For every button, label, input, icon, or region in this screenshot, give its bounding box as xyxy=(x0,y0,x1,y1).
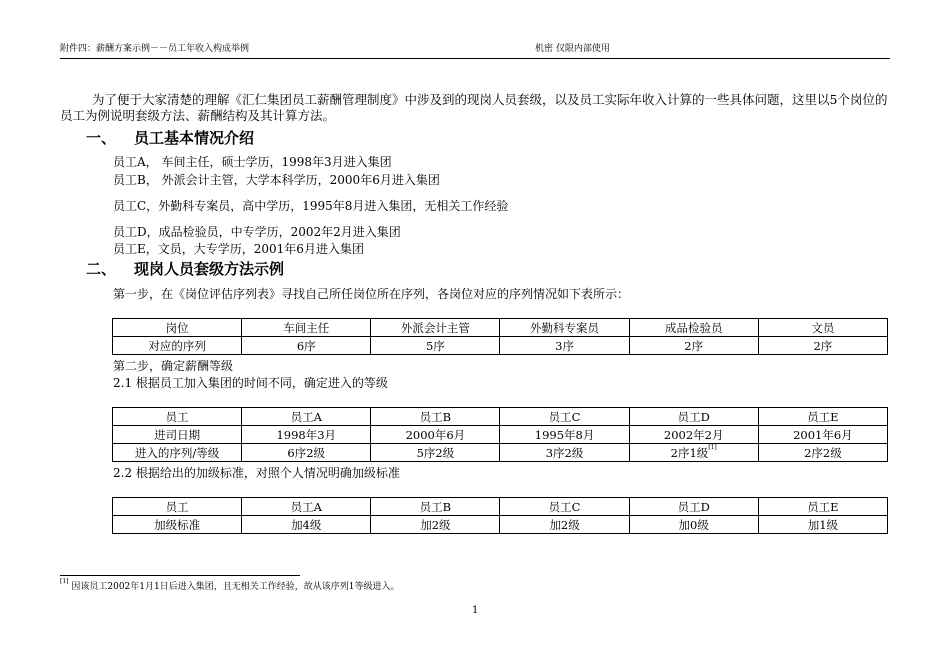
entry-grade-table xyxy=(112,407,888,462)
table-header-cell: 成品检验员 xyxy=(629,319,758,337)
table-cell: 加0级 xyxy=(629,516,758,534)
employee-e xyxy=(113,240,364,257)
table-cell: 2序 xyxy=(629,337,758,355)
employee-e-name: 员工E， xyxy=(113,242,158,256)
table-header-cell: 员工D xyxy=(629,498,758,516)
step2-1-text: 2.1 根据员工加入集团的时间不同，确定进入的等级 xyxy=(113,376,388,390)
table-cell-text: 2序1级 xyxy=(670,445,709,460)
table-cell: 2000年6月 xyxy=(371,426,500,444)
table-cell: 2001年6月 xyxy=(758,426,887,444)
header-left: 附件四：薪酬方案示例－－员工年收入构成举例 xyxy=(60,44,250,54)
table-cell: 2002年2月 xyxy=(629,426,758,444)
table-cell: 进司日期 xyxy=(113,426,242,444)
table-cell: 进入的序列/等级 xyxy=(113,444,242,462)
table-header-cell: 员工A xyxy=(242,408,371,426)
table-header-cell: 文员 xyxy=(758,319,887,337)
table-cell: 对应的序列 xyxy=(113,337,242,355)
step2-text: 第二步，确定薪酬等级 xyxy=(113,359,234,373)
employee-e-desc: 文员，大专学历，2001年6月进入集团 xyxy=(157,242,364,256)
table-cell: 加2级 xyxy=(500,516,629,534)
employee-b-name: 员工B， xyxy=(113,173,158,187)
table-cell: 加1级 xyxy=(758,516,887,534)
table-cell: 6序2级 xyxy=(242,444,371,462)
table-header-cell: 外勤科专案员 xyxy=(500,319,629,337)
table-row xyxy=(113,319,888,337)
footnote-rule xyxy=(60,575,300,576)
table-cell: 5序2级 xyxy=(371,444,500,462)
table-cell: 加4级 xyxy=(242,516,371,534)
table-cell: 1995年8月 xyxy=(500,426,629,444)
table-header-cell: 外派会计主管 xyxy=(371,319,500,337)
table-cell: 3序 xyxy=(500,337,629,355)
table-row xyxy=(113,444,888,462)
table-cell: 6序 xyxy=(242,337,371,355)
table-cell: 2序 xyxy=(758,337,887,355)
employee-d-name: 员工D， xyxy=(113,225,159,239)
table-header-cell: 员工C xyxy=(500,408,629,426)
footnote xyxy=(60,579,399,592)
employee-d xyxy=(113,223,401,240)
footnote-marker: [1] xyxy=(60,578,69,585)
employee-a-name: 员工A， xyxy=(113,155,158,169)
footnote-reference[interactable]: [1] xyxy=(708,443,717,451)
table-cell: 加2级 xyxy=(371,516,500,534)
table-header-cell: 员工C xyxy=(500,498,629,516)
table-header-cell: 岗位 xyxy=(113,319,242,337)
intro-paragraph: 为了便于大家清楚的理解《汇仁集团员工薪酬管理制度》中涉及到的现岗人员套级，以及员工实际年收入计算的一些具体问题，这里以5个岗位的员工为例说明套级方法、薪酬结构及其计算方法。 xyxy=(60,92,888,123)
footnote-text: 因该员工2002年1月1日后进入集团，且无相关工作经验，故从该序列1等级进入。 xyxy=(71,582,400,592)
section1-number: 一、 xyxy=(86,129,117,147)
table-header-cell: 员工A xyxy=(242,498,371,516)
employee-c-name: 员工C， xyxy=(113,199,159,213)
table-header-cell: 员工D xyxy=(629,408,758,426)
table-header-cell: 员工B xyxy=(371,408,500,426)
page-number: 1 xyxy=(472,605,479,616)
employee-a xyxy=(113,153,392,170)
section1-title: 员工基本情况介绍 xyxy=(134,129,255,147)
step1-text: 第一步，在《岗位评估序列表》寻找自己所任岗位所在序列，各岗位对应的序列情况如下表所示： xyxy=(113,287,630,301)
table-cell: 1998年3月 xyxy=(242,426,371,444)
employee-a-desc: 车间主任，硕士学历，1998年3月进入集团 xyxy=(161,155,392,169)
employee-d-desc: 成品检验员，中专学历，2002年2月进入集团 xyxy=(158,225,401,239)
table-cell: 3序2级 xyxy=(500,444,629,462)
step2-2-text: 2.2 根据给出的加级标准，对照个人情况明确加级标准 xyxy=(113,466,400,480)
employee-c-desc: ，高中学历，1995年8月进入集团，无相关工作经验 xyxy=(230,199,509,213)
table-row xyxy=(113,498,888,516)
table-row xyxy=(113,337,888,355)
table-row xyxy=(113,408,888,426)
table-cell: 加级标准 xyxy=(113,516,242,534)
table-row xyxy=(113,516,888,534)
section2-title: 现岗人员套级方法示例 xyxy=(134,260,285,278)
table-cell: 5序 xyxy=(371,337,500,355)
table-cell xyxy=(629,444,758,462)
table-header-cell: 员工E xyxy=(758,498,887,516)
section2-number: 二、 xyxy=(86,260,117,278)
employee-b xyxy=(113,171,440,188)
employee-c-role: 外勤科专案员 xyxy=(158,199,231,213)
table-header-cell: 员工 xyxy=(113,498,242,516)
table-header-cell: 员工 xyxy=(113,408,242,426)
table-row xyxy=(113,426,888,444)
sequence-table xyxy=(112,318,888,355)
employee-b-desc: 外派会计主管，大学本科学历，2000年6月进入集团 xyxy=(161,173,440,187)
table-header-cell: 员工B xyxy=(371,498,500,516)
header-right: 机密 仅限内部使用 xyxy=(535,44,610,54)
table-header-cell: 车间主任 xyxy=(242,319,371,337)
table-header-cell: 员工E xyxy=(758,408,887,426)
employee-c xyxy=(113,197,508,214)
table-cell: 2序2级 xyxy=(758,444,887,462)
header-rule xyxy=(60,58,890,59)
grade-addition-table xyxy=(112,497,888,534)
